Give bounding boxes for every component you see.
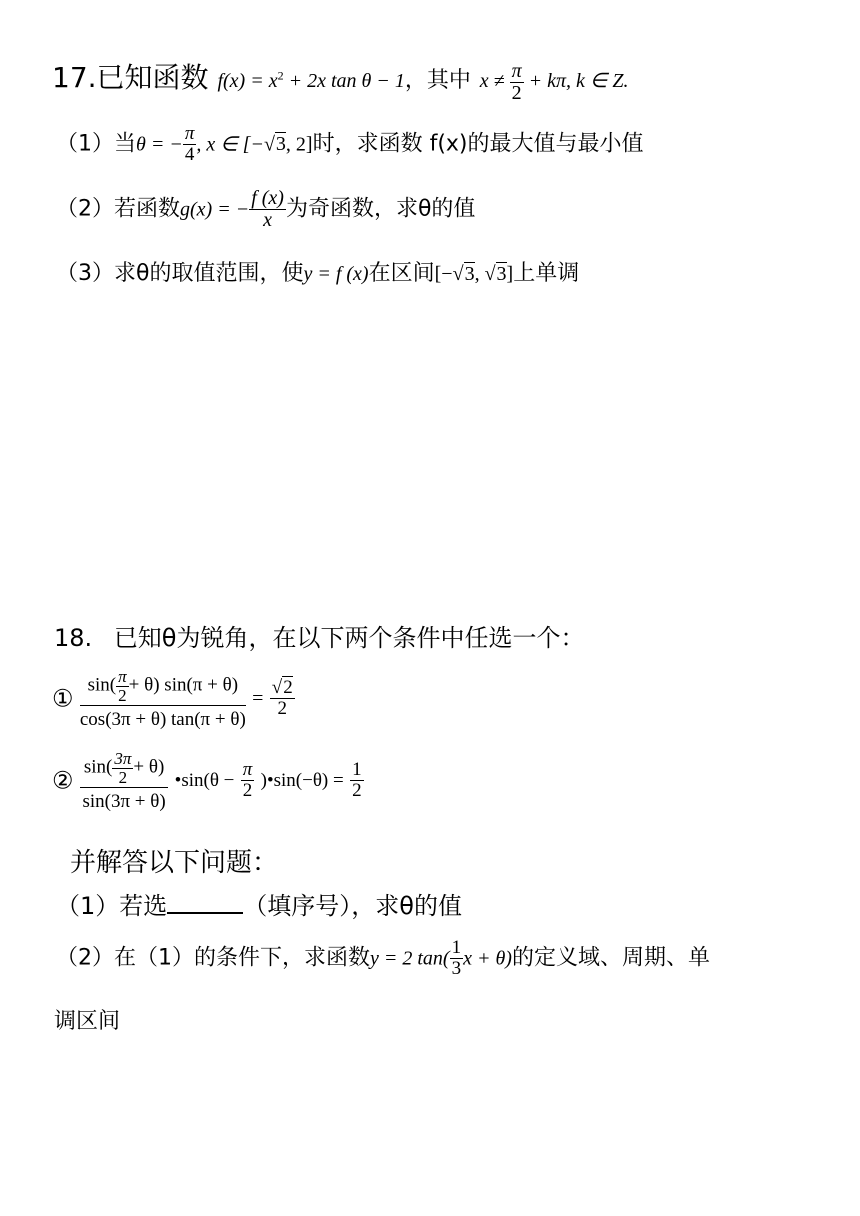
q17-lead: 已知函数 — [96, 61, 209, 94]
q18-part2: （2）在（1）的条件下，求函数y = 2 tan( $\frac{1}{3}$ x + θ)的定义域、周期、单 — [56, 937, 710, 979]
q18-condition-2: ② sin( $\frac{3\pi}{2}$ + θ) sin(3π + θ) •sin(θ − $\frac{\pi}{2}$ )•sin(−θ) = $\frac{1}{2}$ — [52, 749, 362, 812]
q18-condition-1: ① sin( $\frac{\pi}{2}$ + θ) sin(π + θ) cos(3π + θ) tan(π + θ) = $\frac{√2}{2}$ — [52, 667, 293, 730]
q18-part2-continued: 调区间 — [54, 1009, 121, 1034]
q17-part1: （1）当θ = − $\frac{\pi}{4}$ , x ∈ [−√3, 2]时，求函数 f(x)的最大值与最小值 — [56, 123, 644, 165]
q17-part2: （2）若函数g(x) = − $\frac{f (x)}{x}$ 为奇函数，求θ的值 — [56, 187, 476, 231]
q17-title-line — [52, 56, 628, 102]
answer-blank[interactable] — [167, 890, 243, 914]
q18-number: 18. — [54, 624, 93, 652]
q18-lead: 已知θ为锐角，在以下两个条件中任选一个： — [113, 624, 585, 652]
q18-answer-lead: 并解答以下问题： — [70, 848, 279, 878]
q18-part1: （1）若选 （填序号），求θ的值 — [56, 892, 462, 920]
q17-part3: （3）求θ的取值范围，使y = f (x)在区间[−√3, √3]上单调 — [56, 261, 580, 286]
q18-title-line — [54, 618, 585, 653]
q17-function: $f(x) = x^2 + 2x$ tan θ − 1 — [217, 68, 405, 92]
q17-condition: x ≠ $\frac{\pi}{2}$ + kπ, k ∈ Z. — [479, 59, 629, 104]
q17-sep: ，其中 — [404, 68, 471, 93]
q17-number: 17. — [52, 61, 97, 94]
